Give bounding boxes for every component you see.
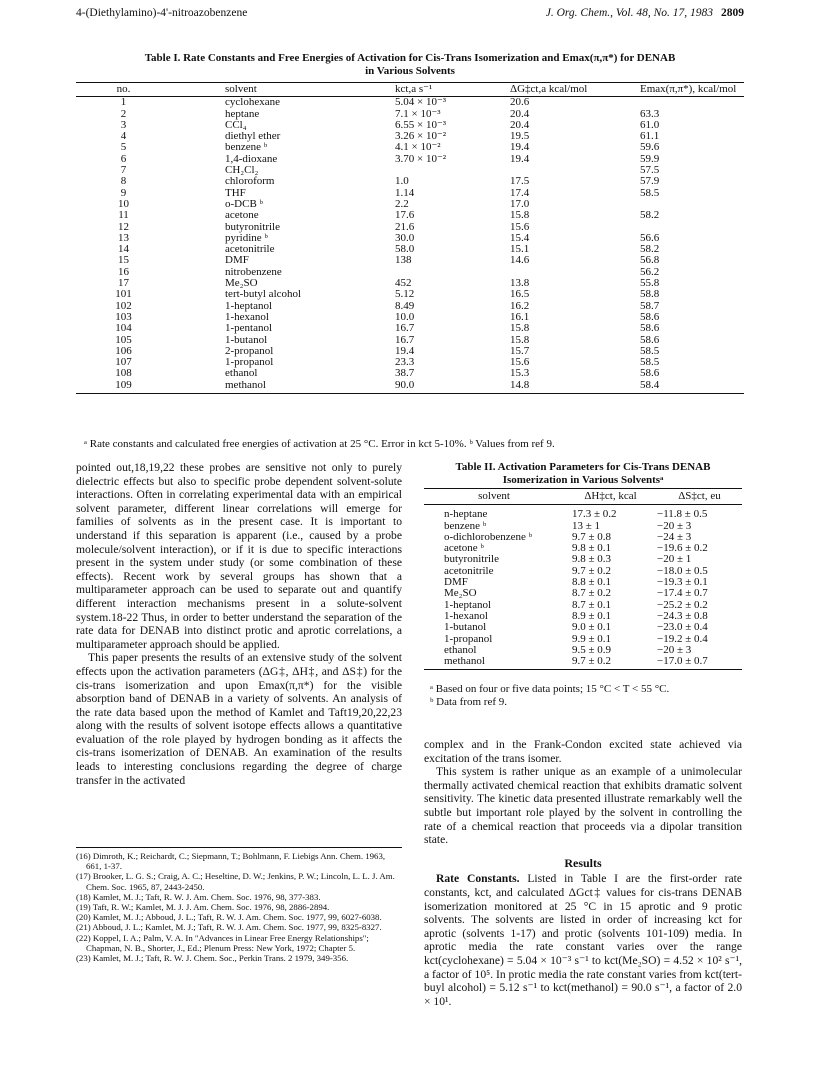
table1-cell-dg: 19.4	[510, 152, 530, 165]
table1-cell-solvent: heptane	[225, 107, 260, 120]
table1-cell-solvent: CCl₄	[225, 118, 247, 131]
table1-cell-dg: 15.1	[510, 243, 530, 256]
table1-row	[76, 97, 744, 109]
table1-caption-line2: in Various Solvents	[365, 65, 455, 77]
table2-header-solvent: solvent	[424, 489, 564, 505]
table1-cell-solvent: CH₂Cl₂	[225, 164, 259, 177]
table1-cell-emax: 58.7	[640, 299, 660, 312]
table1-cell-dg: 20.6	[510, 96, 530, 109]
table2-cell-solvent: DMF	[444, 576, 468, 589]
table2-cell-solvent: n-heptane	[444, 508, 488, 521]
table1-cell-no: 16	[118, 265, 129, 278]
table1-cell-solvent: THF	[225, 186, 246, 199]
table2-footnotes	[430, 683, 742, 709]
table1-cell-no: 105	[115, 333, 132, 346]
table1-cell-emax: 56.8	[640, 254, 660, 267]
table1-cell-solvent: 1-heptanol	[225, 299, 273, 312]
table1-cell-solvent: acetone	[225, 209, 259, 222]
table1-cell-dg: 16.5	[510, 288, 530, 301]
table1-cell-emax	[610, 97, 744, 109]
table1-row	[76, 188, 744, 199]
right-paragraph-2: This system is rather unique as an example of a unimolecular thermally activated chemical reaction that exhibits dramatic solvent sensitivity. The kinetic data presented illustrate remarkably well the subtle but important role played by the solvent in controlling the rate of a chemical reaction that proceeds via a dipolar transition state.	[424, 765, 742, 847]
table1-cell-dg: 15.8	[510, 209, 530, 222]
table1-cell-dg: 19.4	[510, 141, 530, 154]
table1-row	[76, 323, 744, 334]
table1-cell-kct: 1.0	[395, 175, 409, 188]
table2-caption-line2: Isomerization in Various Solventsᵃ	[502, 473, 664, 486]
table2-cell-ds: −25.2 ± 0.2	[657, 598, 708, 611]
table2-cell-ds: −24.3 ± 0.8	[657, 609, 708, 622]
table1-cell-dg: 15.8	[510, 333, 530, 346]
table1-cell-no: 6	[120, 152, 127, 165]
table1-cell-solvent: chloroform	[225, 175, 275, 188]
table2-cell-solvent: butyronitrile	[444, 553, 499, 566]
table1-cell-dg: 15.4	[510, 231, 530, 244]
table1-cell-kct: 3.26 × 10⁻²	[395, 130, 447, 143]
table1-cell-kct: 4.1 × 10⁻²	[395, 141, 441, 154]
table2-footnote-b: ᵇ Data from ref 9.	[430, 696, 508, 708]
table2-cell-dh: 13 ± 1	[572, 519, 601, 532]
table1-cell-solvent: butyronitrile	[225, 220, 280, 233]
table1-cell-emax: 58.2	[640, 243, 660, 256]
table1-cell-emax: 56.6	[640, 231, 660, 244]
table1-cell-solvent: DMF	[225, 254, 249, 267]
table1-cell-dg: 17.4	[510, 186, 530, 199]
table2-header-ds: ΔS‡ct, eu	[657, 489, 742, 505]
table2-cell-solvent: acetone ᵇ	[444, 542, 484, 555]
table1-cell-no: 12	[118, 220, 129, 233]
table1-footnote: ᵃ Rate constants and calculated free energies of activation at 25 °C. Error in kct 5-10%. ᵇ Values from ref 9.	[84, 438, 555, 450]
table1-cell-kct: 38.7	[395, 367, 415, 380]
table2-cell-dh: 9.7 ± 0.8	[572, 530, 612, 543]
table1-cell-solvent: methanol	[171, 380, 395, 394]
table1-cell-solvent: 2-propanol	[225, 344, 274, 357]
table1-cell-no: 14	[118, 243, 129, 256]
table2-caption-line1: Table II. Activation Parameters for Cis-Trans DENAB	[455, 461, 711, 473]
rate-constants-text: Listed in Table I are the first-order rate constants, kct, and calculated ΔGct‡ values for cis-trans DENAB isomerization monitored at 25 °C in 15 aprotic and 9 protic solvents. The solvents are listed in order of increasing kct for aprotic (solvents 1-17) and protic (solvents 101-109) media. In aprotic media the rate constant varies over the range kct(cyclohexane) = 5.04 × 10⁻³ s⁻¹ to kct(Me₂SO) = 4.52 × 10² s⁻¹, a factor of 10⁵. In protic media the rate constant varies from kct(tert-buyl alcohol) = 5.12 s⁻¹ to kct(methanol) = 90.0 s⁻¹, a factor of 2.0 × 10¹.	[424, 872, 742, 1008]
table1-header-emax: Emax(π,π*), kcal/mol	[610, 83, 744, 97]
table1-body	[76, 97, 744, 394]
table2-cell-ds: −23.0 ± 0.4	[657, 621, 708, 634]
table1-cell-kct: 16.7	[395, 322, 415, 335]
reference-item: (17) Brooker, L. G. S.; Craig, A. C.; Heseltine, D. W.; Jenkins, P. W.; Lincoln, L. L. J. Am. Chem. Soc. 1965, 87, 2443-2450.	[76, 871, 395, 892]
table2-cell-solvent: Me₂SO	[444, 587, 477, 600]
table1-cell-kct: 138	[395, 254, 412, 267]
rate-constants-heading: Rate Constants.	[436, 872, 520, 886]
table1-cell-dg: 15.3	[510, 367, 530, 380]
table1-cell-emax: 58.5	[640, 356, 660, 369]
left-paragraph-2: This paper presents the results of an extensive study of the solvent effects upon the activation parameters (ΔG‡, ΔH‡, and ΔS‡) for the cis-trans isomerization and upon Emax(π,π*) for the visible absorption band of DENAB in a variety of solvents. An analysis of the rate data based upon the method of Kamlet and Taft19,20,22,23 along with the results of solvent isotope effects allows a quantitative evaluation of the role played by hydrogen bonding as it affects the cis-trans isomerization of DENAB. An examination of the results leads to interesting conclusions regarding the degree of charge transfer in the activated	[76, 651, 402, 787]
table2-cell-ds: −24 ± 3	[657, 530, 692, 543]
table1-cell-kct: 17.6	[395, 209, 415, 222]
table1-cell-kct: 19.4	[395, 344, 415, 357]
table1-header-kct: kct,a s⁻¹	[395, 83, 510, 97]
table1-cell-no: 17	[118, 277, 129, 290]
table2-cell-dh: 9.0 ± 0.1	[572, 621, 612, 634]
table1-cell-no: 8	[120, 175, 127, 188]
table1-cell-no: 106	[115, 344, 132, 357]
table1-cell-no: 107	[115, 356, 132, 369]
table2-row	[424, 505, 742, 521]
table2-cell-ds: −11.8 ± 0.5	[657, 508, 708, 521]
table1-cell-solvent: 1-hexanol	[225, 310, 269, 323]
table1-cell-no: 109	[76, 380, 171, 394]
table2-footnote-a: ᵃ Based on four or five data points; 15 °C < T < 55 °C.	[430, 683, 670, 695]
table1-cell-emax: 58.6	[640, 367, 660, 380]
table1-cell-kct: 16.7	[395, 333, 415, 346]
table1-cell-no: 3	[120, 118, 127, 131]
table1-cell-kct	[395, 267, 510, 278]
table1-row	[76, 176, 744, 187]
table1-row	[76, 289, 744, 300]
table1-cell-kct: 7.1 × 10⁻³	[395, 107, 441, 120]
table1-cell-dg: 17.5	[510, 175, 530, 188]
table2-cell-solvent: acetonitrile	[444, 564, 494, 577]
table1-cell-no: 5	[120, 141, 127, 154]
table2	[424, 488, 742, 670]
table1-cell-dg: 20.4	[510, 107, 530, 120]
table1-cell-kct: 1.14	[395, 186, 415, 199]
reference-item: (18) Kamlet, M. J.; Taft, R. W. J. Am. Chem. Soc. 1976, 98, 377-383.	[76, 891, 321, 902]
table2-cell-dh: 8.8 ± 0.1	[572, 576, 612, 589]
table1-cell-solvent: nitrobenzene	[225, 265, 282, 278]
table1-header-row	[76, 83, 744, 97]
table1-cell-emax: 58.6	[640, 333, 660, 346]
table1-cell-kct: 58.0	[395, 243, 415, 256]
table2-row	[424, 656, 742, 670]
table2-cell-solvent: 1-heptanol	[444, 598, 492, 611]
table1-cell-kct: 452	[395, 277, 412, 290]
table2-cell-ds: −17.0 ± 0.7	[657, 656, 742, 670]
table1-cell-emax: 58.5	[640, 186, 660, 199]
table1-row	[76, 210, 744, 221]
left-column-text	[76, 461, 402, 787]
right-paragraph-1: complex and in the Frank-Condon excited state achieved via excitation of the trans isomer.	[424, 738, 742, 765]
table1-cell-solvent: tert-butyl alcohol	[225, 288, 302, 301]
table1-cell-solvent: benzene ᵇ	[225, 141, 268, 154]
table1-header-no: no.	[76, 83, 171, 97]
table1-cell-no: 108	[115, 367, 132, 380]
table1-cell-solvent: acetonitrile	[225, 243, 275, 256]
table2-cell-ds: −18.0 ± 0.5	[657, 564, 708, 577]
table1-cell-emax: 58.2	[640, 209, 660, 222]
table1-cell-solvent: 1-pentanol	[225, 322, 273, 335]
results-heading: Results	[564, 855, 602, 870]
table2-row	[424, 622, 742, 633]
table1-cell-solvent: pyridine ᵇ	[225, 231, 268, 244]
table1-cell-emax: 63.3	[640, 107, 660, 120]
table1-cell-emax: 58.5	[640, 344, 660, 357]
table1-cell-kct: 30.0	[395, 231, 415, 244]
table2-cell-ds: −20 ± 3	[657, 643, 692, 656]
table2-cell-solvent: o-dichlorobenzene ᵇ	[444, 530, 533, 543]
table1-cell-emax: 58.4	[610, 380, 744, 394]
table1-cell-kct: 8.49	[395, 299, 415, 312]
table1-cell-emax: 59.6	[640, 141, 660, 154]
table1-header-solvent: solvent	[171, 83, 395, 97]
reference-item: (16) Dimroth, K.; Reichardt, C.; Siepmann, T.; Bohlmann, F. Liebigs Ann. Chem. 1963, 661, 1-37.	[76, 851, 386, 872]
table1-cell-solvent: ethanol	[225, 367, 258, 380]
table2-body	[424, 505, 742, 670]
table1-cell-solvent: 1,4-dioxane	[225, 152, 278, 165]
table1-cell-kct: 5.12	[395, 288, 415, 301]
table1-cell-no: 11	[118, 209, 129, 222]
table1-cell-emax: 57.9	[640, 175, 660, 188]
table1-cell-dg: 15.6	[510, 356, 530, 369]
table1-cell-dg: 15.6	[510, 220, 530, 233]
table2-cell-dh: 9.9 ± 0.1	[572, 632, 612, 645]
table1-cell-kct: 90.0	[395, 380, 510, 394]
table1-cell-kct: 3.70 × 10⁻²	[395, 152, 447, 165]
table1-cell-no: 9	[120, 186, 127, 199]
table1-cell-emax: 58.6	[640, 322, 660, 335]
reference-item: (22) Koppel, I. A.; Palm, V. A. In "Advances in Linear Free Energy Relationships"; Chapman, N. B., Shorter, J., Ed.; Plenum Press: New York, 1972; Chapter 5.	[76, 932, 369, 953]
table2-cell-dh: 8.9 ± 0.1	[572, 609, 612, 622]
table1-cell-no: 7	[120, 164, 127, 177]
table1-cell-emax	[610, 222, 744, 233]
table1-cell-kct: 21.6	[395, 220, 415, 233]
table1-cell-solvent: o-DCB ᵇ	[225, 197, 263, 210]
table2-cell-dh: 9.8 ± 0.1	[572, 542, 612, 555]
table2-cell-dh: 9.7 ± 0.2	[564, 656, 657, 670]
table2-header-row	[424, 489, 742, 505]
table1-cell-solvent: diethyl ether	[225, 130, 281, 143]
table1-cell-kct	[395, 165, 510, 176]
table1-cell-no: 1	[120, 96, 127, 109]
table1-cell-no: 4	[120, 130, 127, 143]
table2-cell-ds: −20 ± 1	[657, 553, 692, 566]
table2-cell-dh: 9.5 ± 0.9	[572, 643, 612, 656]
table1-cell-kct: 5.04 × 10⁻³	[395, 96, 447, 109]
table1-cell-solvent: 1-butanol	[225, 333, 268, 346]
table1-caption	[76, 52, 744, 78]
reference-item: (20) Kamlet, M. J.; Abboud, J. L.; Taft, R. W. J. Am. Chem. Soc. 1977, 99, 6027-6038.	[76, 912, 382, 923]
table1-cell-no: 103	[115, 310, 132, 323]
table1-cell-emax: 56.2	[640, 265, 660, 278]
right-paragraph-3	[424, 872, 742, 1008]
right-column-text	[424, 738, 742, 1008]
table2-cell-solvent: 1-butanol	[444, 621, 487, 634]
reference-item: (19) Taft, R. W.; Kamlet, M. J. J. Am. Chem. Soc. 1976, 98, 2886-2894.	[76, 902, 330, 913]
table2-row	[424, 588, 742, 599]
table2-cell-solvent: benzene ᵇ	[444, 519, 487, 532]
table1-cell-dg: 20.4	[510, 118, 530, 131]
table2-cell-ds: −20 ± 3	[657, 519, 692, 532]
reference-item: (23) Kamlet, M. J.; Taft, R. W. J. Chem. Soc., Perkin Trans. 2 1979, 349-356.	[76, 953, 349, 964]
table1-cell-no: 102	[115, 299, 132, 312]
table1-cell-kct: 6.55 × 10⁻³	[395, 118, 447, 131]
table1-cell-emax: 61.0	[640, 118, 660, 131]
table1-cell-no: 2	[120, 107, 127, 120]
left-paragraph-1: pointed out,18,19,22 these probes are sensitive not only to purely dielectric effects but also to specific probe dependent solvent-solute interactions. Often in correlating experimental data with an empirical solvent parameter, different linear correlations will emerge for families of solvents as in the present case. It is important to understand if this separation is apparent (i.e., caused by a probe molecule/solvent interaction), or if it is due to specific interactions present in the system under study (or some combination of these effects). Recent work by several groups has shown that a multiparameter approach can be used to separate out and quantify different interaction mechanisms present in a solute-solvent system.18-22 Thus, in order to better understand the separation of the rate data for DENAB into distinct protic and aprotic correlations, a multiparameter approach should be applied.	[76, 461, 402, 651]
table1-cell-emax	[610, 199, 744, 210]
table1-cell-emax: 55.8	[640, 277, 660, 290]
table2-cell-solvent: 1-hexanol	[444, 609, 488, 622]
table1-row	[76, 380, 744, 394]
table1-cell-dg: 19.5	[510, 130, 530, 143]
table1-cell-no: 104	[115, 322, 132, 335]
references	[76, 847, 402, 963]
table2-cell-dh: 9.8 ± 0.3	[572, 553, 612, 566]
table1-cell-dg: 14.6	[510, 254, 530, 267]
table1-cell-dg: 16.2	[510, 299, 530, 312]
table1-cell-dg: 17.0	[510, 197, 530, 210]
table2-cell-ds: −19.6 ± 0.2	[657, 542, 708, 555]
table1-cell-emax: 59.9	[640, 152, 660, 165]
table2-header-dh: ΔH‡ct, kcal	[564, 489, 657, 505]
table2-cell-dh: 9.7 ± 0.2	[572, 564, 612, 577]
table2-cell-ds: −19.2 ± 0.4	[657, 632, 708, 645]
table1-cell-emax: 61.1	[640, 130, 660, 143]
table1-cell-emax: 57.5	[640, 164, 660, 177]
reference-item: (21) Abboud, J. L.; Kamlet, M. J.; Taft, R. W. J. Am. Chem. Soc. 1977, 99, 8325-8327.	[76, 922, 382, 933]
table2-cell-solvent: methanol	[424, 656, 564, 670]
table2-cell-dh: 8.7 ± 0.2	[572, 587, 612, 600]
table1-cell-no: 15	[118, 254, 129, 267]
table1-cell-no: 13	[118, 231, 129, 244]
table1-cell-dg: 15.8	[510, 322, 530, 335]
running-head-journal	[546, 7, 744, 19]
table1-cell-solvent: Me₂SO	[225, 277, 258, 290]
page-number: 2809	[721, 7, 744, 19]
table2-cell-ds: −19.3 ± 0.1	[657, 576, 708, 589]
table1-caption-line1: Table I. Rate Constants and Free Energies of Activation for Cis-Trans Isomerization and Emax(π,π*) for DENAB	[144, 52, 676, 64]
table2-cell-dh: 17.3 ± 0.2	[572, 508, 617, 521]
table2-cell-solvent: 1-propanol	[444, 632, 493, 645]
table1-cell-dg: 15.7	[510, 344, 530, 357]
table1	[76, 82, 744, 394]
table2-caption	[424, 461, 742, 486]
table1-cell-emax: 58.6	[640, 310, 660, 323]
table1-cell-dg: 13.8	[510, 277, 530, 290]
table1-cell-kct: 10.0	[395, 310, 415, 323]
table1-cell-kct: 2.2	[395, 197, 409, 210]
table1-cell-no: 10	[118, 197, 129, 210]
running-head-title: 4-(Diethylamino)-4'-nitroazobenzene	[76, 7, 248, 19]
table2-cell-solvent: ethanol	[444, 643, 477, 656]
table1-cell-solvent: cyclohexane	[225, 96, 280, 109]
table1-header-dg: ΔG‡ct,a kcal/mol	[510, 83, 610, 97]
table1-cell-solvent: 1-propanol	[225, 356, 274, 369]
table2-cell-ds: −17.4 ± 0.7	[657, 587, 708, 600]
table1-cell-emax: 58.8	[640, 288, 660, 301]
table1-cell-kct: 23.3	[395, 356, 415, 369]
table2-cell-dh: 8.7 ± 0.1	[572, 598, 612, 611]
table1-cell-dg: 14.8	[510, 380, 610, 394]
journal-citation: J. Org. Chem., Vol. 48, No. 17, 1983	[545, 7, 713, 19]
table1-cell-no: 101	[115, 288, 132, 301]
table1-cell-dg: 16.1	[510, 310, 530, 323]
